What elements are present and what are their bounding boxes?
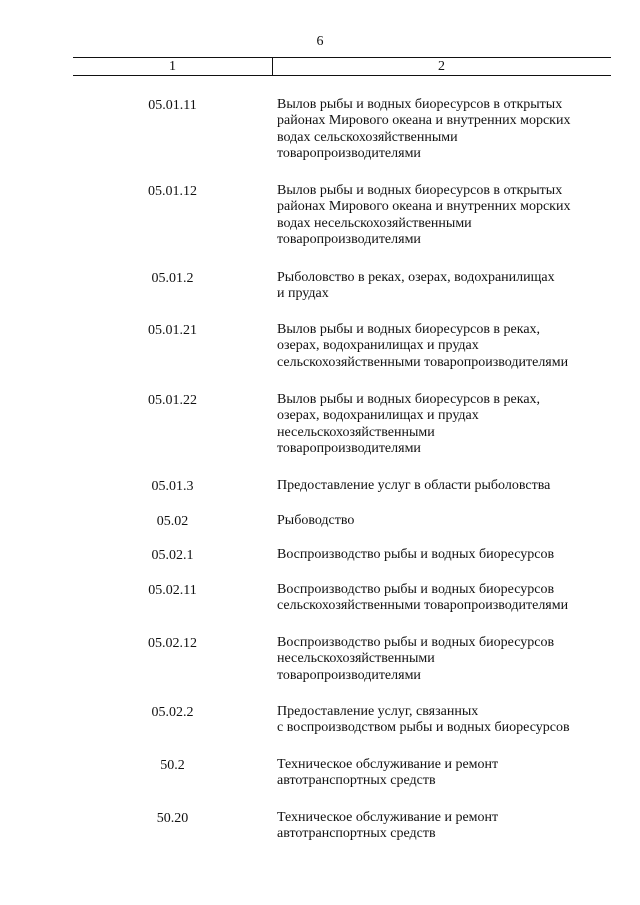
row-description: Вылов рыбы и водных биоресурсов в открытых районах Мирового океана и внутренних морских водах несельскохозяйственными товаропроизводителями (277, 183, 571, 248)
row-code: 05.02.12 (148, 636, 197, 651)
header-bottom-rule (73, 75, 611, 76)
column-header-1: 1 (169, 59, 176, 74)
row-description: Вылов рыбы и водных биоресурсов в реках, озерах, водохранилищах и прудах несельскохозяйственными товаропроизводителями (277, 392, 541, 457)
row-description: Воспроизводство рыбы и водных биоресурсов сельскохозяйственными товаропроизводителями (277, 582, 569, 614)
row-code: 05.01.2 (151, 271, 194, 286)
row-code: 05.02 (156, 514, 189, 529)
row-description: Воспроизводство рыбы и водных биоресурсов (277, 547, 555, 562)
row-description: Рыбоводство (277, 513, 355, 528)
header-top-rule (73, 57, 611, 58)
row-description: Предоставление услуг в области рыболовства (277, 478, 551, 493)
row-description: Предоставление услуг, связанных с воспроизводством рыбы и водных биоресурсов (277, 704, 570, 736)
row-code: 05.01.21 (148, 323, 197, 338)
row-code: 50.2 (160, 758, 185, 773)
row-description: Вылов рыбы и водных биоресурсов в открытых районах Мирового океана и внутренних морских водах сельскохозяйственными товаропроизводителями (277, 97, 571, 162)
row-code: 05.02.11 (148, 583, 197, 598)
row-description: Техническое обслуживание и ремонт автотранспортных средств (277, 757, 499, 789)
row-description: Воспроизводство рыбы и водных биоресурсов несельскохозяйственными товаропроизводителями (277, 635, 555, 683)
row-code: 05.02.2 (151, 705, 194, 720)
row-code: 05.01.22 (148, 393, 197, 408)
row-description: Вылов рыбы и водных биоресурсов в реках, озерах, водохранилищах и прудах сельскохозяйственными товаропроизводителями (277, 322, 569, 370)
row-description: Техническое обслуживание и ремонт автотранспортных средств (277, 810, 499, 842)
row-code: 05.01.12 (148, 184, 197, 199)
row-code: 05.01.11 (148, 98, 197, 113)
column-header-2: 2 (438, 59, 445, 74)
row-code: 05.01.3 (151, 479, 194, 494)
row-code: 05.02.1 (151, 548, 194, 563)
page-number: 6 (316, 34, 324, 49)
row-description: Рыболовство в реках, озерах, водохранилищах и прудах (277, 270, 555, 302)
row-code: 50.20 (156, 811, 189, 826)
